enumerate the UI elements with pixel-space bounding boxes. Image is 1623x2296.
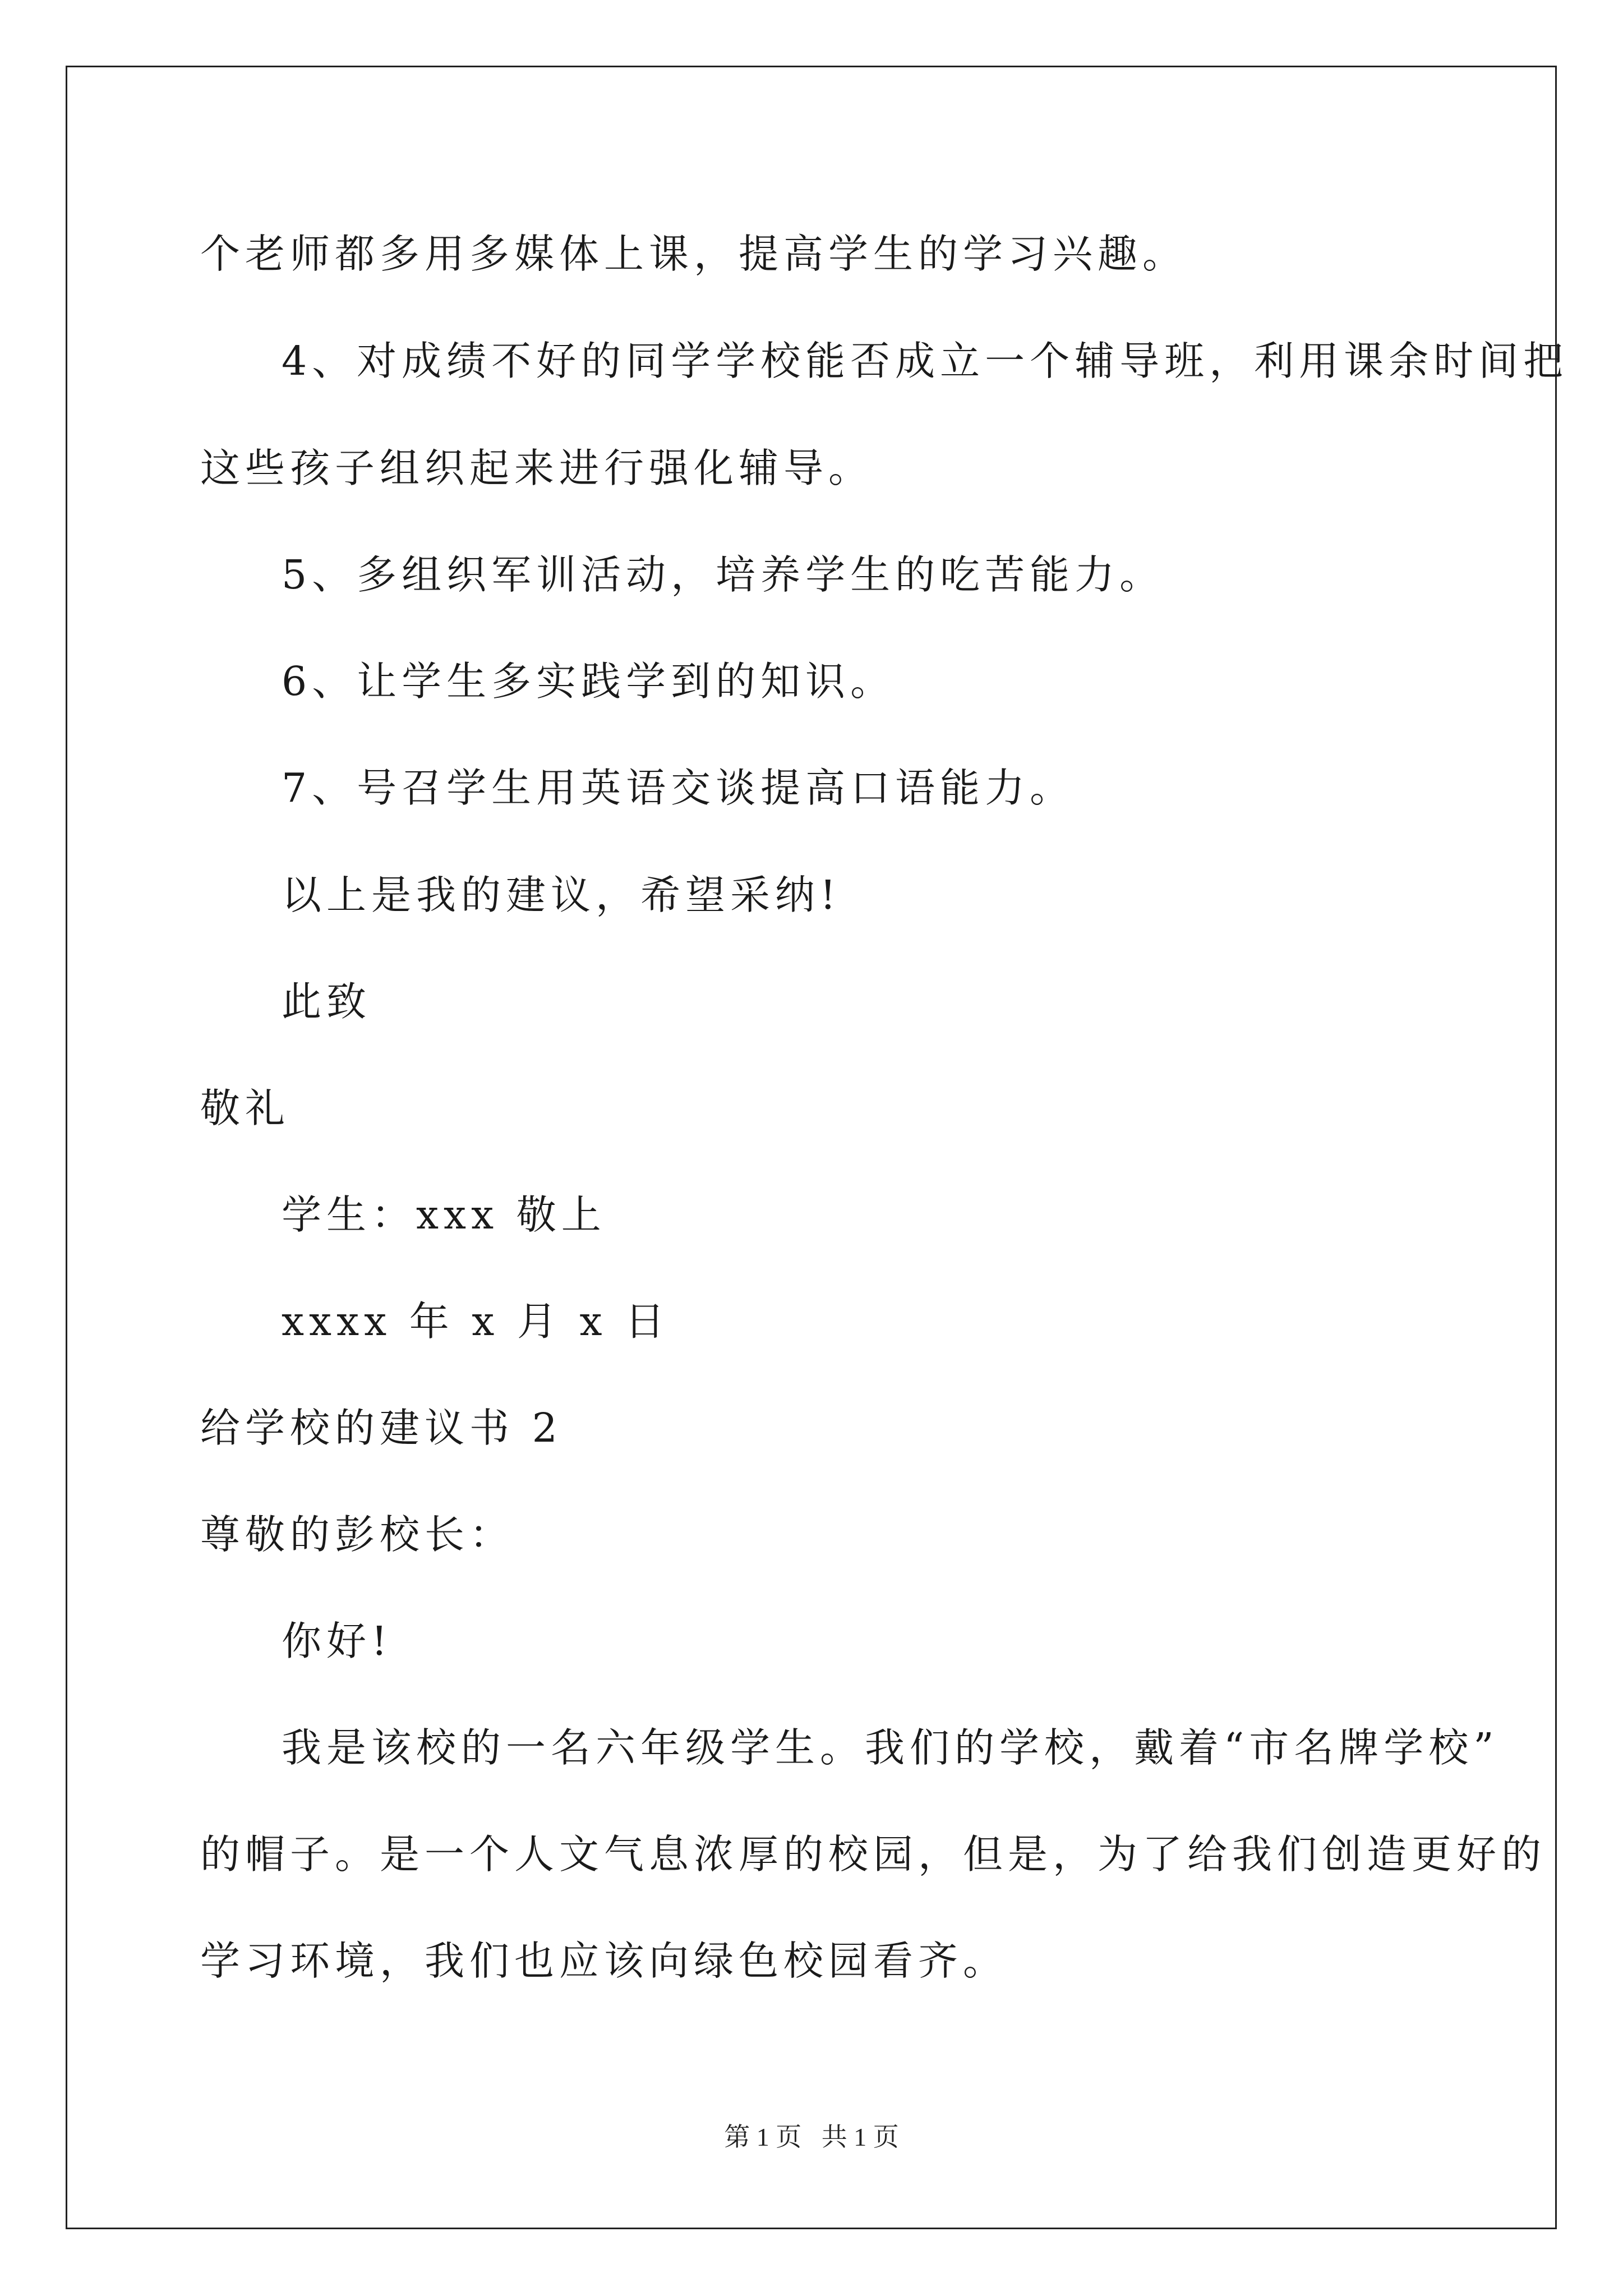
signature-line: 学生：xxx 敬上 xyxy=(282,1191,606,1238)
page-number-current: 第 1 页 xyxy=(724,2123,802,2151)
text-line: 学习环境，我们也应该向绿色校园看齐。 xyxy=(200,1938,1008,1984)
page-border xyxy=(66,66,1557,2229)
page-number-total: 共 1 页 xyxy=(821,2123,899,2151)
text-line: 此致 xyxy=(282,978,372,1025)
text-line: 4、对成绩不好的同学学校能否成立一个辅导班，利用课余时间把 xyxy=(282,338,1569,384)
page-footer xyxy=(0,2120,1623,2154)
section-heading: 给学校的建议书 2 xyxy=(200,1405,562,1451)
text-line: 6、让学生多实践学到的知识。 xyxy=(282,658,896,705)
text-line: 5、多组织军训活动，培养学生的吃苦能力。 xyxy=(282,551,1165,598)
text-line: 我是该校的一名六年级学生。我们的学校，戴着“市名牌学校” xyxy=(282,1724,1499,1771)
text-line: 以上是我的建议，希望采纳! xyxy=(282,872,841,918)
text-line: 的帽子。是一个人文气息浓厚的校园，但是，为了给我们创造更好的 xyxy=(200,1831,1547,1878)
salutation-line: 尊敬的彭校长： xyxy=(200,1511,515,1558)
text-line: 敬礼 xyxy=(200,1085,291,1131)
text-line: 这些孩子组织起来进行强化辅导。 xyxy=(200,445,874,491)
text-line: 个老师都多用多媒体上课，提高学生的学习兴趣。 xyxy=(200,231,1188,277)
date-line: xxxx 年 x 月 x 日 xyxy=(282,1298,670,1345)
text-line: 7、号召学生用英语交谈提高口语能力。 xyxy=(282,765,1075,811)
greeting-line: 你好! xyxy=(282,1618,393,1664)
